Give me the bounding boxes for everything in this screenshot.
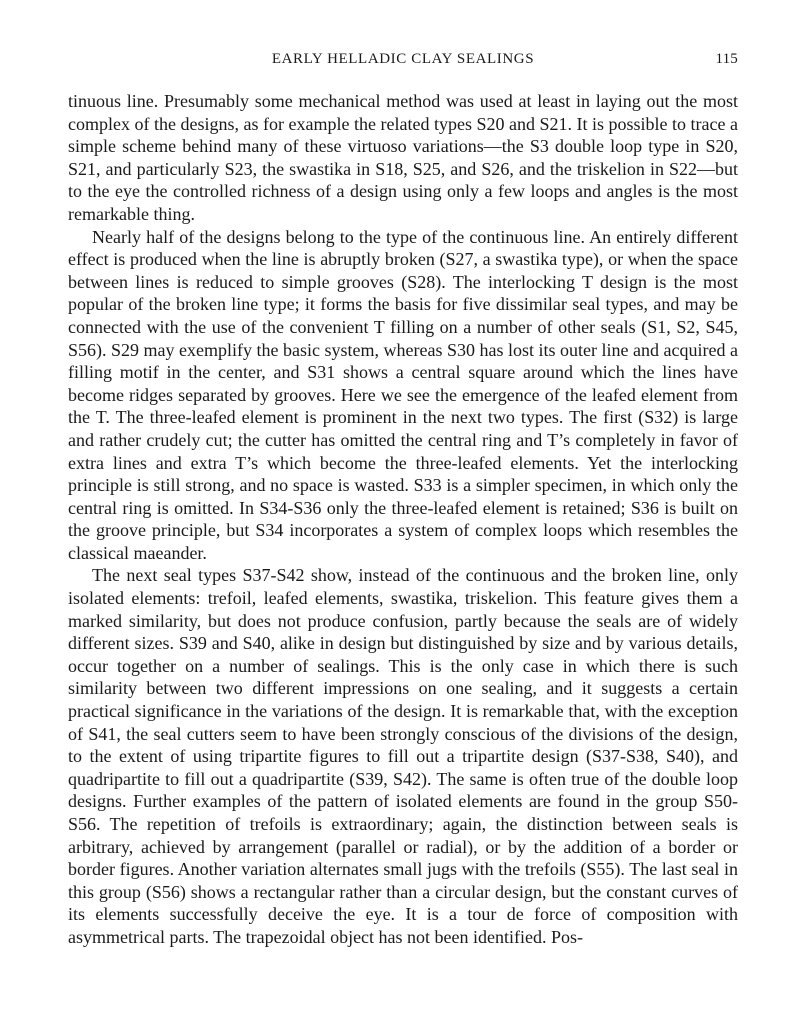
page-number: 115 <box>715 51 738 67</box>
running-head <box>68 51 738 73</box>
paragraph-isolated-elements: The next seal types S37-S42 show, instead of the continuous and the broken line, only isolated elements: trefoil, leafed elements, swastika, triskelion. This feature gives them a marked similarity, but does not produce confusion, partly because the seals are of widely different sizes. S39 and S40, alike in design but distinguished by size and by various details, occur together on a number of sealings. This is the only case in which there is such similarity between two different impressions on one sealing, and it suggests a certain practical significance in the variations of the design. It is remarkable that, with the exception of S41, the seal cutters seem to have been strongly conscious of the divisions of the design, to the extent of using tripartite figures to fill out a tripartite design (S37-S38, S40), and quadripartite to fill out a quadripartite (S39, S42). The same is often true of the double loop designs. Further examples of the pattern of isolated elements are found in the group S50-S56. The repetition of trefoils is extraordinary; again, the distinction between seals is arbitrary, achieved by arrangement (parallel or radial), or by the addition of a border or border figures. Another variation alternates small jugs with the trefoils (S55). The last seal in this group (S56) shows a rectangular rather than a circular design, but the constant curves of its elements successfully deceive the eye. It is a tour de force of composition with asymmetrical parts. The trapezoidal object has not been identified. Pos- <box>68 565 738 947</box>
running-title: EARLY HELLADIC CLAY SEALINGS <box>271 51 535 67</box>
body-text <box>68 90 738 949</box>
paragraph-continuation: tinuous line. Presumably some mechanical method was used at least in laying out the most complex of the designs, as for example the related types S20 and S21. It is possible to trace a simple scheme behind many of these virtuoso variations—the S3 double loop type in S20, S21, and particularly S23, the swastika in S18, S25, and S26, and the triskelion in S22—but to the eye the controlled richness of a design using only a few loops and angles is the most remarkable thing. <box>68 91 738 224</box>
paragraph-broken-line: Nearly half of the designs belong to the type of the continuous line. An entirely different effect is produced when the line is abruptly broken (S27, a swastika type), or when the space between lines is reduced to simple grooves (S28). The interlocking T design is the most popular of the broken line type; it forms the basis for five dissimilar seal types, and may be connected with the use of the convenient T filling on a number of other seals (S1, S2, S45, S56). S29 may exemplify the basic system, whereas S30 has lost its outer line and acquired a filling motif in the center, and S31 shows a central square around which the lines have become ridges separated by grooves. Here we see the emergence of the leafed element from the T. The three-leafed element is prominent in the next two types. The first (S32) is large and rather crudely cut; the cutter has omitted the central ring and T’s completely in favor of extra lines and extra T’s which become the three-leafed elements. Yet the interlocking principle is still strong, and no space is wasted. S33 is a simpler specimen, in which only the central ring is omitted. In S34-S36 only the three-leafed element is retained; S36 is built on the groove principle, but S34 incorporates a system of complex loops which resembles the classical maeander. <box>68 226 738 563</box>
